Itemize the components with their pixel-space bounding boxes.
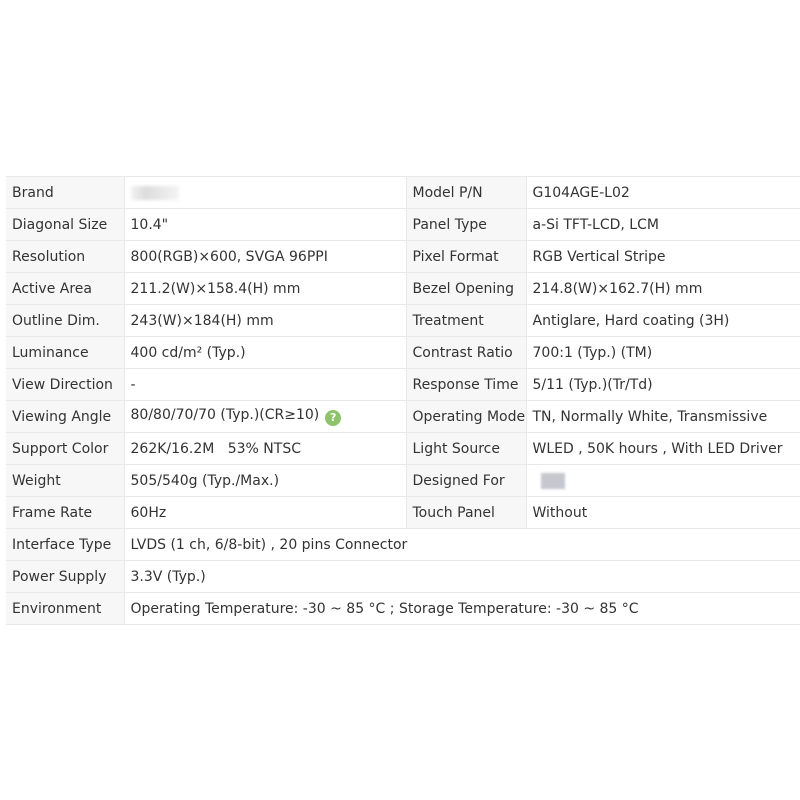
power-supply-label: Power Supply [6,561,124,593]
support-color-label: Support Color [6,433,124,465]
spec-table [6,176,800,625]
table-row [6,561,800,593]
designed-for-redacted-mark [541,473,565,489]
table-row [6,241,800,273]
table-row [6,369,800,401]
treatment-value: Antiglare, Hard coating (3H) [526,305,800,337]
brand-value [124,177,406,209]
resolution-value: 800(RGB)×600, SVGA 96PPI [124,241,406,273]
bezel-opening-value: 214.8(W)×162.7(H) mm [526,273,800,305]
table-row [6,593,800,625]
table-row [6,433,800,465]
operating-mode-value: TN, Normally White, Transmissive [526,401,800,433]
model-pn-label: Model P/N [406,177,526,209]
brand-label: Brand [6,177,124,209]
pixel-format-value: RGB Vertical Stripe [526,241,800,273]
light-source-label: Light Source [406,433,526,465]
resolution-label: Resolution [6,241,124,273]
interface-type-value: LVDS (1 ch, 6/8-bit) , 20 pins Connector [124,529,800,561]
bezel-opening-label: Bezel Opening [406,273,526,305]
table-row [6,337,800,369]
support-color-value: 262K/16.2M 53% NTSC [124,433,406,465]
contrast-ratio-label: Contrast Ratio [406,337,526,369]
outline-dim-label: Outline Dim. [6,305,124,337]
environment-value: Operating Temperature: -30 ~ 85 °C ; Storage Temperature: -30 ~ 85 °C [124,593,800,625]
weight-value: 505/540g (Typ./Max.) [124,465,406,497]
luminance-value: 400 cd/m² (Typ.) [124,337,406,369]
panel-type-value: a-Si TFT-LCD, LCM [526,209,800,241]
table-row [6,401,800,433]
treatment-label: Treatment [406,305,526,337]
response-time-label: Response Time [406,369,526,401]
view-direction-value: - [124,369,406,401]
pixel-format-label: Pixel Format [406,241,526,273]
active-area-label: Active Area [6,273,124,305]
contrast-ratio-value: 700:1 (Typ.) (TM) [526,337,800,369]
viewing-angle-label: Viewing Angle [6,401,124,433]
diagonal-size-label: Diagonal Size [6,209,124,241]
operating-mode-label: Operating Mode [406,401,526,433]
model-pn-link[interactable]: G104AGE-L02 [526,177,800,209]
response-time-value: 5/11 (Typ.)(Tr/Td) [526,369,800,401]
table-row [6,465,800,497]
viewing-angle-cell [124,401,406,433]
weight-label: Weight [6,465,124,497]
light-source-value: WLED , 50K hours , With LED Driver [526,433,800,465]
active-area-value: 211.2(W)×158.4(H) mm [124,273,406,305]
table-row [6,273,800,305]
brand-redacted-mark [131,186,179,200]
table-row [6,209,800,241]
interface-type-label: Interface Type [6,529,124,561]
question-circle-icon[interactable]: ? [325,410,341,426]
environment-label: Environment [6,593,124,625]
table-row [6,497,800,529]
frame-rate-value: 60Hz [124,497,406,529]
table-row [6,305,800,337]
table-row [6,529,800,561]
touch-panel-value: Without [526,497,800,529]
touch-panel-label: Touch Panel [406,497,526,529]
outline-dim-value: 243(W)×184(H) mm [124,305,406,337]
table-row [6,177,800,209]
view-direction-label: View Direction [6,369,124,401]
diagonal-size-link[interactable]: 10.4" [124,209,406,241]
panel-type-label: Panel Type [406,209,526,241]
frame-rate-label: Frame Rate [6,497,124,529]
designed-for-value [526,465,800,497]
luminance-label: Luminance [6,337,124,369]
power-supply-value: 3.3V (Typ.) [124,561,800,593]
designed-for-label: Designed For [406,465,526,497]
viewing-angle-value: 80/80/70/70 (Typ.)(CR≥10) [130,407,320,423]
